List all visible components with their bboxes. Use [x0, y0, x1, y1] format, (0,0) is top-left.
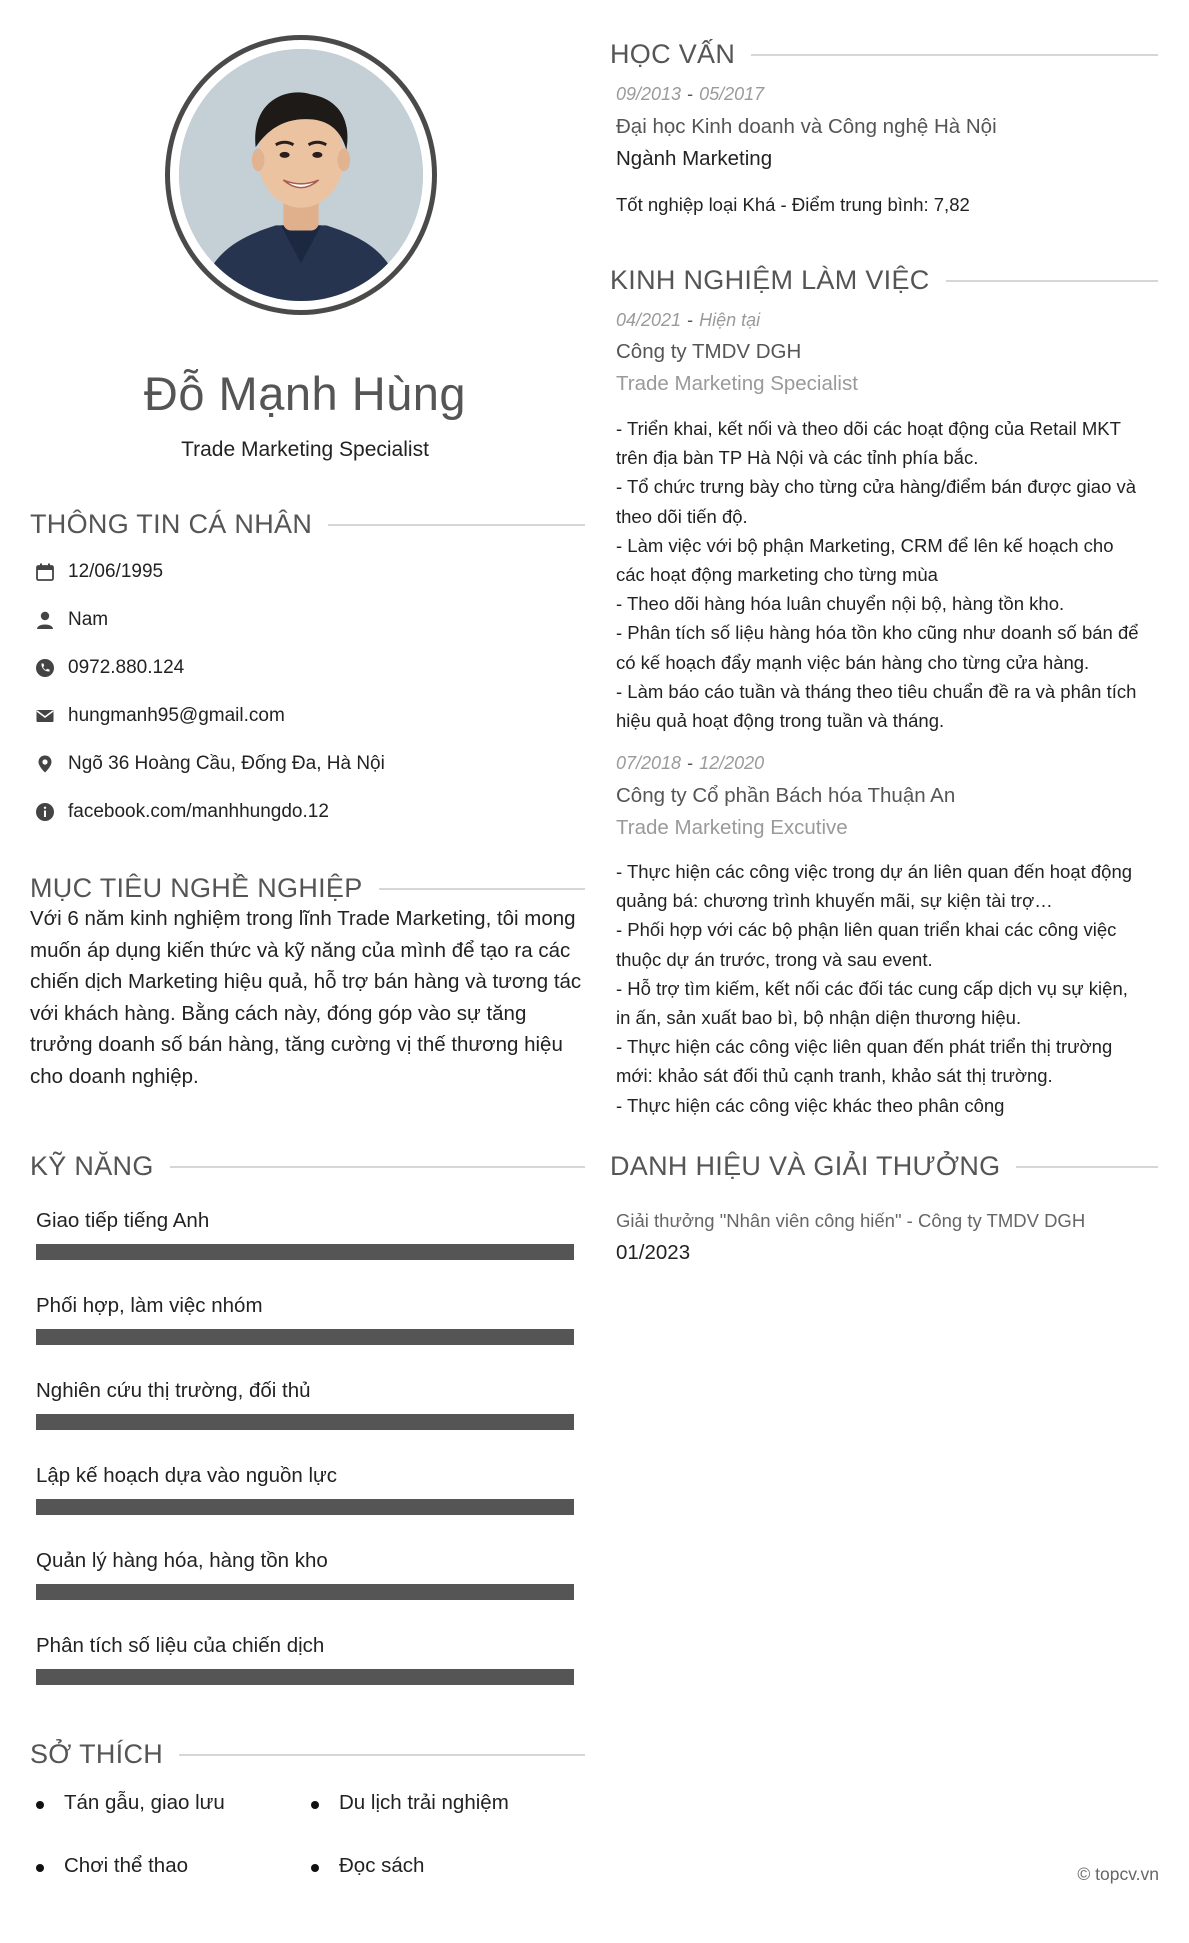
skill-item [36, 1548, 574, 1633]
heading-rule [946, 280, 1158, 282]
job-description-line: - Thực hiện các công việc khác theo phân công [616, 1094, 1005, 1116]
skill-bar [36, 1244, 574, 1260]
gender-value: Nam [68, 609, 109, 630]
full-name: Đỗ Mạnh Hùng [143, 367, 467, 420]
skill-label: Phối hợp, làm việc nhóm [36, 1294, 263, 1317]
job-description-line: trên địa bàn TP Hà Nội và các tỉnh phía bắc. [616, 447, 979, 469]
bullet-icon [36, 1801, 44, 1809]
skill-item [36, 1633, 574, 1718]
hobby-item: Du lịch trải nghiệm [311, 1785, 586, 1821]
profile-photo [179, 49, 423, 301]
avatar [165, 35, 437, 315]
experience-heading: KINH NGHIỆM LÀM VIỆC [610, 265, 1158, 296]
job-description-line: hiệu quả hoạt động trong tuần và tháng. [616, 710, 945, 732]
skill-bar [36, 1329, 574, 1345]
job-1-position: Trade Marketing Specialist [616, 372, 858, 395]
heading-rule [1016, 1166, 1158, 1168]
job-description-line: - Thực hiện các công việc trong dự án liên quan đến hoạt động [616, 861, 1133, 882]
job-1-dates: 04/2021 - Hiện tại [616, 310, 761, 330]
skill-bar-fill [36, 1244, 574, 1260]
job-description-line: - Làm báo cáo tuần và tháng theo tiêu chuẩn đề ra và phân tích [616, 680, 1137, 702]
school-name: Đại học Kinh doanh và Công nghệ Hà Nội [616, 115, 997, 138]
hobbies-list [36, 1785, 596, 1911]
heading-rule [328, 524, 585, 526]
skill-bar-fill [36, 1329, 574, 1345]
phone-value: 0972.880.124 [68, 657, 185, 678]
job-2-company: Công ty Cổ phần Bách hóa Thuận An [616, 784, 956, 807]
education-heading: HỌC VẤN [610, 39, 1158, 70]
skill-label: Quản lý hàng hóa, hàng tồn kho [36, 1549, 328, 1572]
hobbies-heading: SỞ THÍCH [30, 1739, 585, 1770]
job-description-line: - Hỗ trợ tìm kiếm, kết nối các đối tác cung cấp dịch vụ sự kiện, [616, 977, 1128, 999]
job-description-line: - Tổ chức trưng bày cho từng cửa hàng/điểm bán được giao và [616, 476, 1137, 498]
skill-bar-fill [36, 1499, 574, 1515]
facebook-value: facebook.com/manhhungdo.12 [68, 801, 329, 822]
heading-rule [170, 1166, 585, 1168]
skill-item [36, 1208, 574, 1293]
job-2-position: Trade Marketing Excutive [616, 816, 848, 839]
personal-info-list [30, 548, 580, 836]
job-2-dates: 07/2018 - 12/2020 [616, 753, 765, 773]
skill-bar-fill [36, 1669, 574, 1685]
objective-heading: MỤC TIÊU NGHỀ NGHIỆP [30, 873, 585, 904]
info-icon [34, 801, 56, 823]
footer-brand: © topcv.vn [1077, 1864, 1159, 1884]
job-description-line: in ấn, sản xuất bao bì, bộ nhận diện thương hiệu. [616, 1007, 1022, 1029]
job-description-line: - Theo dõi hàng hóa luân chuyển nội bộ, hàng tồn kho. [616, 593, 1065, 615]
email-row [30, 692, 580, 740]
phone-row [30, 644, 580, 692]
job-description-line: quảng bá: chương trình khuyến mãi, sự kiện tài trợ… [616, 890, 1053, 912]
job-description-line: thuộc dự án trước, trong và sau event. [616, 948, 933, 970]
address-value: Ngõ 36 Hoàng Cầu, Đống Đa, Hà Nội [68, 753, 385, 774]
skill-bar-fill [36, 1414, 574, 1430]
skill-label: Giao tiếp tiếng Anh [36, 1209, 210, 1232]
skill-bar [36, 1499, 574, 1515]
skill-label: Phân tích số liệu của chiến dịch [36, 1634, 325, 1657]
envelope-icon [34, 705, 56, 727]
skill-bar-fill [36, 1584, 574, 1600]
hobby-item: Tán gẫu, giao lưu [36, 1785, 311, 1821]
job-description-line: có kế hoạch đẩy mạnh việc bán hàng cho từng cửa hàng. [616, 651, 1090, 673]
education-dates: 09/2013 - 05/2017 [616, 84, 765, 104]
job-title: Trade Marketing Specialist [181, 438, 429, 461]
phone-icon [34, 657, 56, 679]
heading-rule [751, 54, 1158, 56]
award-date: 01/2023 [616, 1241, 691, 1264]
personal-info-heading: THÔNG TIN CÁ NHÂN [30, 509, 585, 540]
address-row [30, 740, 580, 788]
skill-item [36, 1293, 574, 1378]
job-description-line: các hoạt động marketing cho từng mùa [616, 564, 938, 586]
location-pin-icon [34, 753, 56, 775]
job-description-line: mới: khảo sát đối thủ cạnh tranh, khảo sát thị trường. [616, 1065, 1053, 1087]
calendar-icon [34, 561, 56, 583]
bullet-icon [311, 1801, 319, 1809]
skills-heading: KỸ NĂNG [30, 1151, 585, 1182]
skill-label: Lập kế hoạch dựa vào nguồn lực [36, 1464, 337, 1487]
gender-row [30, 596, 580, 644]
skill-bar [36, 1414, 574, 1430]
email-value: hungmanh95@gmail.com [68, 705, 285, 726]
facebook-row [30, 788, 580, 836]
bullet-icon [36, 1864, 44, 1872]
award-name: Giải thưởng "Nhân viên công hiến" - Công ty TMDV DGH [616, 1210, 1086, 1231]
heading-rule [179, 1754, 585, 1756]
skill-item [36, 1463, 574, 1548]
heading-rule [379, 888, 585, 890]
birthdate-row [30, 548, 580, 596]
major: Ngành Marketing [616, 147, 773, 170]
skill-bar [36, 1584, 574, 1600]
job-description-line: - Triển khai, kết nối và theo dõi các hoạt động của Retail MKT [616, 418, 1121, 439]
skill-item [36, 1378, 574, 1463]
hobby-item: Chơi thể thao [36, 1848, 311, 1884]
skill-label: Nghiên cứu thị trường, đối thủ [36, 1379, 311, 1402]
skill-bar [36, 1669, 574, 1685]
bullet-icon [311, 1864, 319, 1872]
job-description-line: - Phối hợp với các bộ phận liên quan triển khai các công việc [616, 919, 1117, 941]
skills-list [36, 1208, 574, 1718]
job-description-line: - Thực hiện các công việc liên quan đến phát triển thị trường [616, 1036, 1113, 1058]
job-description-line: - Làm việc với bộ phận Marketing, CRM để lên kế hoạch cho [616, 534, 1114, 556]
birthdate-value: 12/06/1995 [68, 561, 164, 582]
hobby-item: Đọc sách [311, 1848, 586, 1884]
education-note: Tốt nghiệp loại Khá - Điểm trung bình: 7,82 [616, 194, 970, 215]
job-1-description [616, 414, 1161, 735]
job-2-description [616, 857, 1161, 1120]
person-icon [34, 609, 56, 631]
job-description-line: theo dõi tiến độ. [616, 505, 748, 527]
job-description-line: - Phân tích số liệu hàng hóa tồn kho cũng như doanh số bán để [616, 622, 1139, 644]
objective-text: Với 6 năm kinh nghiệm trong lĩnh Trade Marketing, tôi mong muốn áp dụng kiến thức và kỹ năng của mình để tạo ra các chiến dịch Marketing hiệu quả, hỗ trợ bán hàng và tương tác với khách hàng. Bằng cách này, đóng góp vào sự tăng trưởng doanh số bán hàng, tăng cường vị thế thương hiệu cho doanh nghiệp. [30, 907, 582, 1088]
job-1-company: Công ty TMDV DGH [616, 340, 802, 363]
awards-heading: DANH HIỆU VÀ GIẢI THƯỞNG [610, 1151, 1158, 1182]
